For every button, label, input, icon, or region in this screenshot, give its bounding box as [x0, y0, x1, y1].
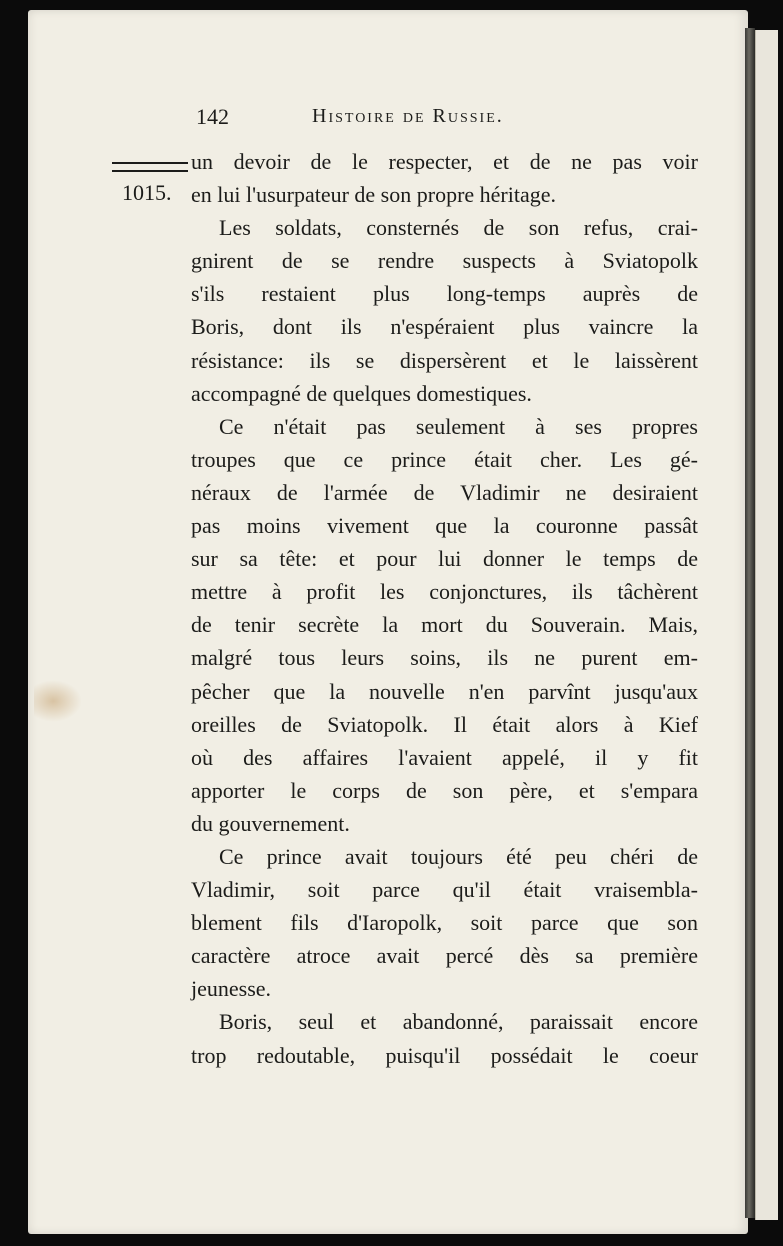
text-line: troupes que ce prince était cher. Les gé-: [191, 446, 698, 472]
text-line: gnirent de se rendre suspects à Sviatopolk: [191, 248, 698, 274]
text-line: accompagné de quelques domestiques.: [191, 380, 532, 406]
text-line: pas moins vivement que la couronne passât: [191, 513, 698, 539]
text-line: caractère atroce avait percé dès sa première: [191, 943, 698, 969]
text-line: Boris, seul et abandonné, paraissait encore: [219, 1009, 698, 1035]
text-line: Vladimir, soit parce qu'il était vraisembla-: [191, 877, 698, 903]
adjacent-page-edge: [755, 30, 778, 1220]
text-line: où des affaires l'avaient appelé, il y fit: [191, 744, 698, 770]
text-line: Ce n'était pas seulement à ses propres: [219, 413, 698, 439]
margin-date: 1015.: [122, 180, 172, 205]
text-line: résistance: ils se dispersèrent et le laissèrent: [191, 347, 698, 373]
text-line: oreilles de Sviatopolk. Il était alors à Kief: [191, 711, 698, 737]
text-line: de tenir secrète la mort du Souverain. Mais,: [191, 612, 698, 638]
text-line: Les soldats, consternés de son refus, crai-: [219, 215, 698, 241]
running-head: [196, 104, 696, 134]
text-line: s'ils restaient plus long-temps auprès de: [191, 281, 698, 307]
text-line: mettre à profit les conjonctures, ils tâchèrent: [191, 579, 698, 605]
text-line: apporter le corps de son père, et s'empara: [191, 777, 698, 803]
text-line: jeunesse.: [191, 976, 272, 1002]
text-line: néraux de l'armée de Vladimir ne desiraient: [191, 479, 698, 505]
text-line: Ce prince avait toujours été peu chéri de: [219, 843, 698, 869]
text-line: un devoir de le respecter, et de ne pas voir: [191, 149, 698, 174]
text-line: sur sa tête: et pour lui donner le temps de: [191, 546, 698, 572]
margin-rule: [112, 162, 188, 172]
text-line: du gouvernement.: [191, 810, 350, 836]
text-line: en lui l'usurpateur de son propre héritage.: [191, 182, 557, 208]
binding-edge: [745, 28, 755, 1218]
text-line: Boris, dont ils n'espéraient plus vaincre la: [191, 314, 698, 340]
running-title: Histoire de Russie.: [312, 105, 504, 127]
text-line: blement fils d'Iaropolk, soit parce que son: [191, 910, 698, 936]
text-line: trop redoutable, puisqu'il possédait le coeur: [191, 1042, 698, 1068]
text-line: malgré tous leurs soins, ils ne purent em-: [191, 645, 698, 671]
page-number: 142: [196, 104, 229, 129]
paper-stain: [34, 680, 82, 722]
text-line: pêcher que la nouvelle n'en parvînt jusqu'aux: [191, 678, 698, 704]
body-text: [191, 145, 698, 1072]
